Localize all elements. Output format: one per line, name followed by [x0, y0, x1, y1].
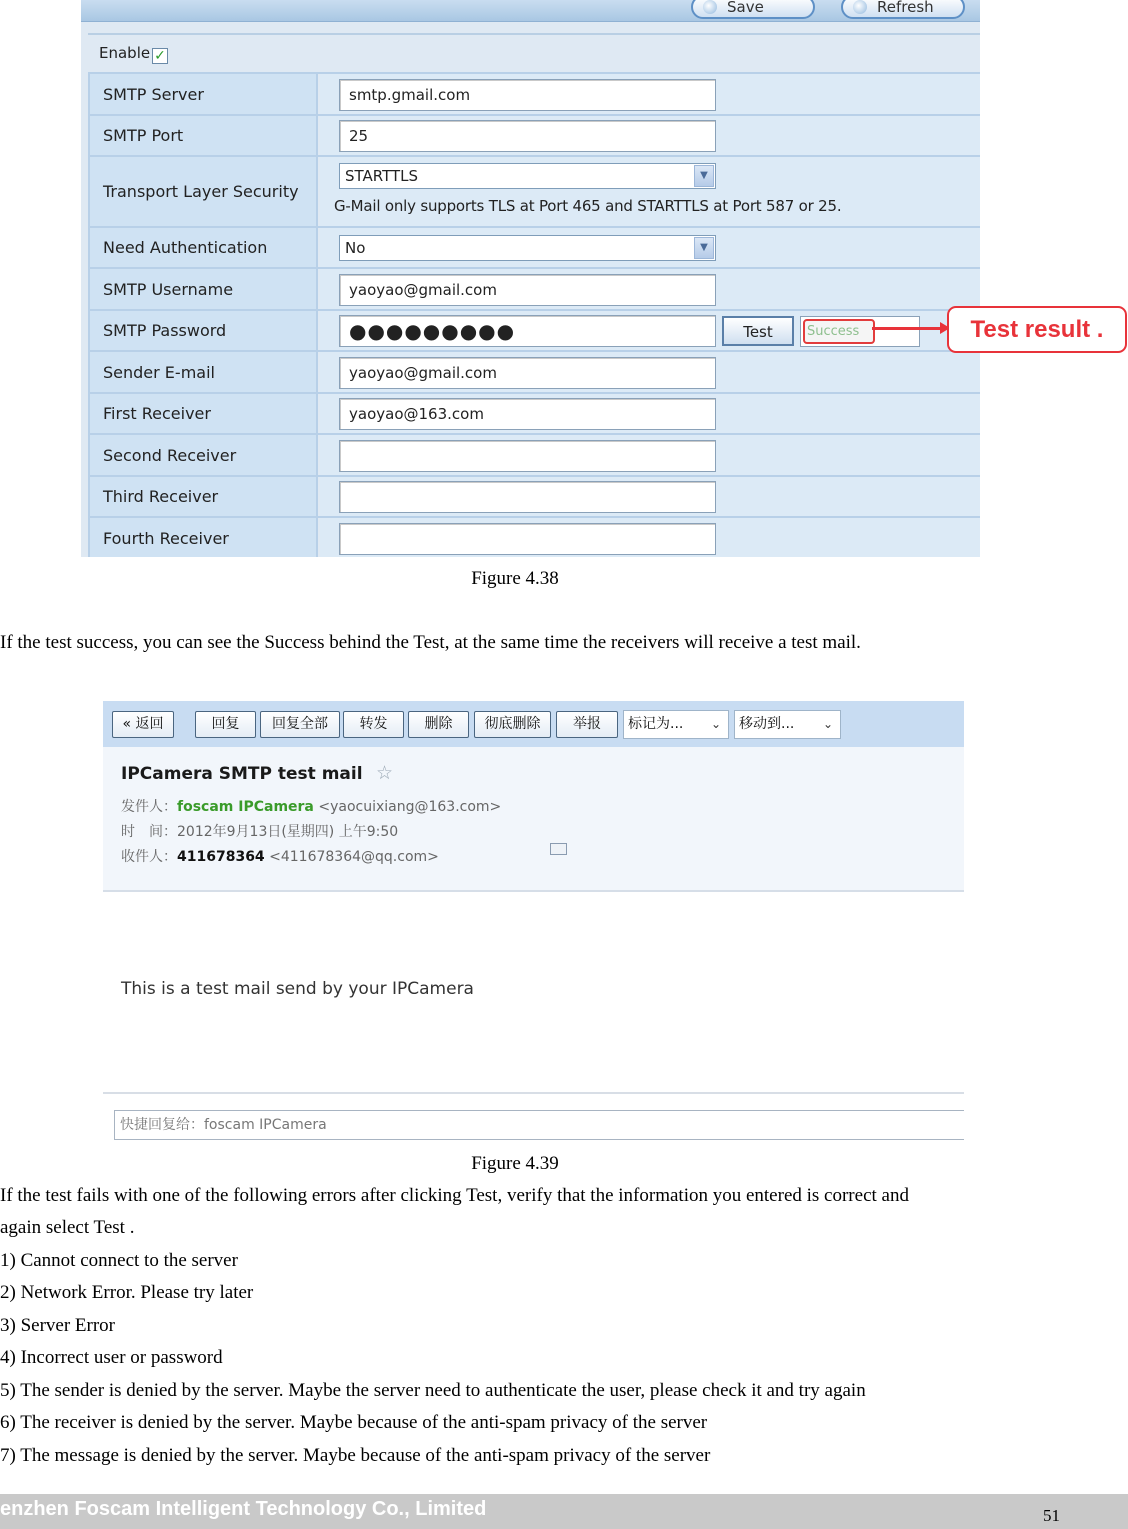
mail-subject: IPCamera SMTP test mail	[121, 764, 363, 784]
tls-select-value: STARTTLS	[345, 167, 419, 185]
error-item: 7) The message is denied by the server. Maybe because of the anti-spam privacy of the server	[0, 1445, 711, 1466]
sender-email-input[interactable]: yaoyao@gmail.com	[339, 357, 716, 389]
mail-from-line	[121, 796, 501, 816]
need-auth-select[interactable]	[339, 235, 716, 261]
page-footer	[0, 1494, 1128, 1529]
mail-header	[103, 747, 964, 892]
third-receiver-label: Third Receiver	[90, 477, 318, 516]
move-to-label: 移动到...	[739, 716, 795, 732]
paragraph-fail-line-2: again select Test .	[0, 1217, 135, 1238]
from-label: 发件人：	[121, 799, 177, 815]
quick-reply-input[interactable]: 快捷回复给：foscam IPCamera	[114, 1110, 964, 1140]
row-smtp-username	[90, 267, 980, 309]
mail-divider	[103, 1092, 964, 1094]
tls-label: Transport Layer Security	[90, 157, 318, 226]
mail-time-line	[121, 821, 398, 841]
annotation-arrow-line	[872, 327, 944, 330]
report-button[interactable]: 举报	[556, 711, 618, 738]
to-address: <411678364@qq.com>	[269, 849, 439, 865]
need-auth-label: Need Authentication	[90, 228, 318, 267]
test-button[interactable]: Test	[722, 316, 794, 346]
mail-body: This is a test mail send by your IPCamera	[121, 979, 474, 999]
toolbar-divider	[88, 33, 980, 35]
smtp-username-input[interactable]: yaoyao@gmail.com	[339, 274, 716, 306]
chevron-down-icon: ▼	[694, 237, 714, 259]
sender-email-label: Sender E-mail	[90, 352, 318, 392]
smtp-settings-table	[88, 72, 980, 557]
smtp-settings-screenshot	[81, 0, 980, 557]
row-smtp-password	[90, 309, 980, 350]
first-receiver-input[interactable]: yaoyao@163.com	[339, 398, 716, 430]
page-number: 51	[1043, 1506, 1060, 1525]
smtp-username-label: SMTP Username	[90, 269, 318, 309]
from-address: <yaocuixiang@163.com>	[318, 799, 502, 815]
move-to-dropdown[interactable]	[734, 710, 841, 739]
back-button[interactable]: « 返回	[112, 711, 174, 738]
tls-note: G-Mail only supports TLS at Port 465 and STARTTLS at Port 587 or 25.	[334, 197, 842, 215]
row-second-receiver	[90, 433, 980, 475]
mail-to-line	[121, 846, 439, 866]
refresh-button-label: Refresh	[877, 0, 934, 16]
smtp-server-label: SMTP Server	[90, 74, 318, 114]
row-third-receiver	[90, 475, 980, 516]
row-tls	[90, 155, 980, 226]
row-sender-email	[90, 350, 980, 392]
star-icon[interactable]: ☆	[376, 762, 394, 784]
reply-button[interactable]: 回复	[195, 711, 256, 738]
row-fourth-receiver	[90, 516, 980, 557]
row-first-receiver	[90, 392, 980, 433]
error-item: 2) Network Error. Please try later	[0, 1282, 254, 1303]
second-receiver-label: Second Receiver	[90, 435, 318, 475]
figure-caption-4-39: Figure 4.39	[471, 1153, 559, 1174]
mark-as-dropdown[interactable]	[623, 710, 729, 739]
third-receiver-input[interactable]	[339, 481, 716, 513]
refresh-icon	[853, 0, 867, 14]
time-label: 时 间：	[121, 824, 177, 840]
error-item: 6) The receiver is denied by the server. Maybe because of the anti-spam privacy of the server	[0, 1412, 708, 1433]
row-need-auth	[90, 226, 980, 267]
from-name[interactable]: foscam IPCamera	[177, 799, 314, 815]
enable-label: Enable	[99, 44, 151, 62]
save-button-label: Save	[727, 0, 764, 16]
test-result-annotation: Test result .	[947, 306, 1127, 353]
smtp-password-label: SMTP Password	[90, 311, 318, 350]
mail-toolbar	[103, 701, 964, 747]
reply-all-button[interactable]: 回复全部	[260, 711, 340, 738]
forward-button[interactable]: 转发	[343, 711, 404, 738]
figure-caption-4-38: Figure 4.38	[471, 568, 559, 589]
fourth-receiver-label: Fourth Receiver	[90, 518, 318, 557]
error-item: 4) Incorrect user or password	[0, 1347, 223, 1368]
smtp-port-label: SMTP Port	[90, 116, 318, 155]
refresh-button[interactable]	[841, 0, 965, 19]
save-button[interactable]	[691, 0, 815, 19]
paragraph-success: If the test success, you can see the Success behind the Test, at the same time the receivers will receive a test mail.	[0, 632, 861, 653]
first-receiver-label: First Receiver	[90, 394, 318, 433]
to-name[interactable]: 411678364	[177, 849, 265, 865]
enable-checkbox[interactable]: ✓	[152, 48, 168, 64]
second-receiver-input[interactable]	[339, 440, 716, 472]
chevron-down-icon: ⌄	[822, 717, 834, 731]
row-smtp-server	[90, 72, 980, 114]
error-item: 5) The sender is denied by the server. Maybe the server need to authenticate the user, please check it and try again	[0, 1380, 866, 1401]
to-label: 收件人：	[121, 849, 177, 865]
settings-toolbar	[81, 0, 980, 22]
smtp-password-input[interactable]: ●●●●●●●●●	[339, 315, 716, 347]
test-result-field	[800, 316, 920, 347]
chevron-down-icon: ⌄	[710, 717, 722, 731]
footer-company: enzhen Foscam Intelligent Technology Co., Limited	[0, 1498, 487, 1520]
smtp-server-input[interactable]: smtp.gmail.com	[339, 79, 716, 111]
delete-button[interactable]: 删除	[408, 711, 469, 738]
tls-select[interactable]	[339, 163, 716, 189]
delete-permanently-button[interactable]: 彻底删除	[474, 711, 551, 738]
mail-screenshot	[103, 701, 964, 1144]
save-icon	[703, 0, 717, 14]
error-item: 3) Server Error	[0, 1315, 116, 1336]
need-auth-select-value: No	[345, 239, 366, 257]
mark-as-label: 标记为...	[628, 716, 684, 732]
contact-card-icon[interactable]	[550, 843, 567, 855]
fourth-receiver-input[interactable]	[339, 523, 716, 555]
error-item: 1) Cannot connect to the server	[0, 1250, 238, 1271]
row-smtp-port	[90, 114, 980, 155]
chevron-down-icon: ▼	[694, 165, 714, 187]
smtp-port-input[interactable]: 25	[339, 120, 716, 152]
time-value: 2012年9月13日(星期四) 上午9:50	[177, 824, 399, 840]
test-result-value: Success	[803, 319, 875, 344]
paragraph-fail-line-1: If the test fails with one of the following errors after clicking Test, verify that the information you entered is correct and	[0, 1185, 909, 1206]
